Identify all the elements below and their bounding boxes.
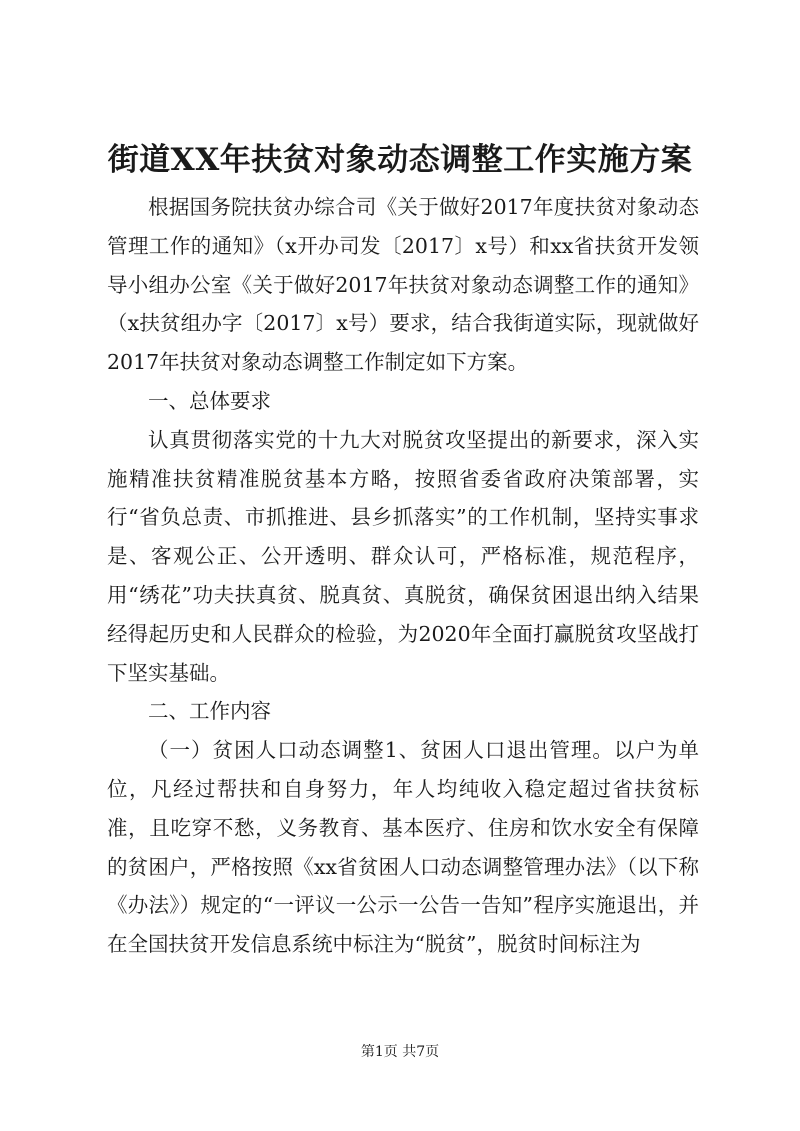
section-heading-general-requirements: 一、总体要求 <box>148 388 271 413</box>
paragraph-general-requirements: 认真贯彻落实党的十九大对脱贫攻坚提出的新要求，深入实施精准扶贫精准脱贫基本方略，按照省委省政府决策部署，实行“省负总责、市抓推进、县乡抓落实”的工作机制，坚持实事求是、客观公正、公开透明、群众认可，严格标准，规范程序，用“绣花”功夫扶真贫、脱真贫、真脱贫，确保贫困退出纳入结果经得起历史和人民群众的检验，为2020年全面打赢脱贫攻坚战打下坚实基础。 <box>107 427 699 685</box>
section-heading-work-content: 二、工作内容 <box>148 699 271 724</box>
page-number-footer: 第1页 共7页 <box>360 1044 440 1060</box>
paragraph-intro: 根据国务院扶贫办综合司《关于做好2017年度扶贫对象动态管理工作的通知》（x开办司发〔2017〕x号）和xx省扶贫开发领导小组办公室《关于做好2017年扶贫对象动态调整工作的通知》（x扶贫组办字〔2017〕x号）要求，结合我街道实际，现就做好2017年扶贫对象动态调整工作制定如下方案。 <box>107 195 699 375</box>
paragraph-work-content: （一）贫困人口动态调整1、贫困人口退出管理。以户为单位，凡经过帮扶和自身努力，年人均纯收入稳定超过省扶贫标准，且吃穿不愁，义务教育、基本医疗、住房和饮水安全有保障的贫困户，严格按照《xx省贫困人口动态调整管理办法》（以下称《办法》）规定的“一评议一公示一公告一告知”程序实施退出，并在全国扶贫开发信息系统中标注为“脱贫”，脱贫时间标注为 <box>107 738 699 957</box>
document-title: 街道XX年扶贫对象动态调整工作实施方案 <box>107 142 693 178</box>
document-body <box>107 188 699 964</box>
